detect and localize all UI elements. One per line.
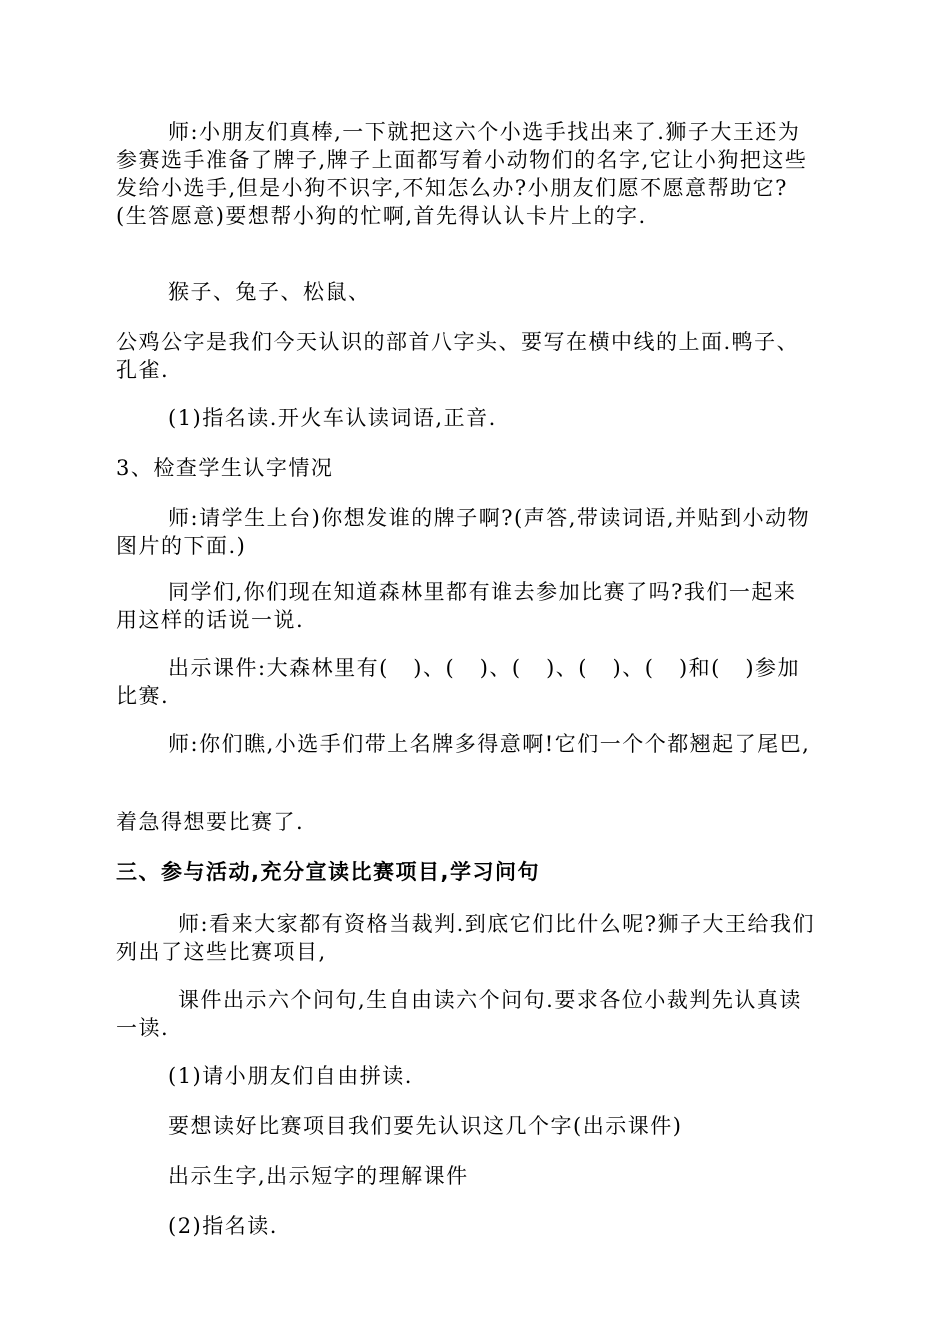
paragraph-learn-chars: 要想读好比赛项目我们要先认识这几个字(出示课件) xyxy=(168,1114,683,1138)
paragraph-courseware: 出示课件:大森林里有( )、( )、( )、( )、( )和( )参加比赛. xyxy=(116,656,801,708)
paragraph-eager: 着急得想要比赛了. xyxy=(116,810,305,834)
paragraph-teacher-stage: 师:请学生上台)你想发谁的牌子啊?(声答,带读词语,并贴到小动物图片的下面.) xyxy=(116,506,811,558)
paragraph-teacher-judges: 师:看来大家都有资格当裁判.到底它们比什么呢?狮子大王给我们列出了这些比赛项目, xyxy=(116,912,816,964)
paragraph-show-chars: 出示生字,出示短字的理解课件 xyxy=(168,1164,469,1188)
paragraph-read-words: (1)指名读.开火车认读词语,正音. xyxy=(168,406,497,430)
paragraph-radical-note: 公鸡公字是我们今天认识的部首八字头、要写在横中线的上面.鸭子、孔雀. xyxy=(116,330,800,382)
section-heading-three: 三、参与活动,充分宣读比赛项目,学习问句 xyxy=(116,860,540,884)
paragraph-check-heading: 3、检查学生认字情况 xyxy=(116,456,334,480)
paragraph-teacher-look: 师:你们瞧,小选手们带上名牌多得意啊!它们一个个都翘起了尾巴, xyxy=(168,732,811,756)
paragraph-animal-list: 猴子、兔子、松鼠、 xyxy=(168,280,371,304)
paragraph-six-questions: 课件出示六个问句,生自由读六个问句.要求各位小裁判先认真读一读. xyxy=(116,988,802,1040)
paragraph-classmates: 同学们,你们现在知道森林里都有谁去参加比赛了吗?我们一起来用这样的话说一说. xyxy=(116,580,797,632)
paragraph-teacher-intro: 师:小朋友们真棒,一下就把这六个小选手找出来了.狮子大王还为参赛选手准备了牌子,牌子上面都写着小动物们的名字,它让小狗把这些发给小选手,但是小狗不识字,不知怎么办?小朋友们愿不愿意帮助它?(生答愿意)要想帮小狗的忙啊,首先得认认卡片上的字. xyxy=(116,120,808,228)
paragraph-free-reading: (1)请小朋友们自由拼读. xyxy=(168,1064,413,1088)
paragraph-named-reading: (2)指名读. xyxy=(168,1214,278,1238)
